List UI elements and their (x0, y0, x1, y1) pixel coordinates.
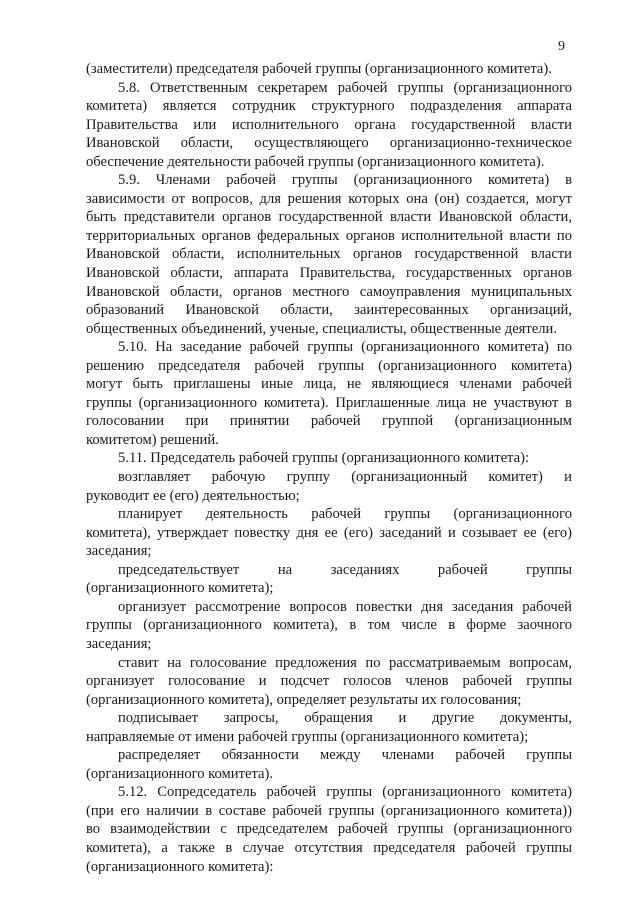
text-line: (организационного комитета): (86, 858, 274, 875)
text-line: быть представители органов государственной власти Ивановской области, (86, 209, 572, 226)
text-line: организует голосование и подсчет голосов членов рабочей группы (86, 673, 572, 690)
text-line: заседания; (86, 543, 152, 560)
page-number: 9 (558, 39, 565, 54)
text-line: зависимости от вопросов, для решения которых она (он) создается, могут (86, 190, 572, 207)
text-line: Ивановской области, исполнительных органов государственной власти (86, 246, 572, 263)
text-line: направляемые от имени рабочей группы (организационного комитета); (86, 728, 529, 745)
text-line: (организационного комитета). (86, 765, 273, 782)
text-line: (организационного комитета), определяет результаты их голосования; (86, 691, 522, 708)
text-line: заседания; (86, 635, 152, 652)
text-line: 5.12. Сопредседатель рабочей группы (организационного комитета) (118, 784, 572, 801)
text-line: Ивановской области, осуществляющего организационно-техническое (86, 135, 572, 152)
text-line: комитета), утверждает повестку дня ее (его) заседаний и созывает ее (его) (86, 524, 572, 541)
text-line: Ивановской области, аппарата Правительства, государственных органов (86, 265, 572, 282)
text-line: организует рассмотрение вопросов повестки дня заседания рабочей (118, 598, 572, 615)
text-line: планирует деятельность рабочей группы (организационного (118, 506, 572, 523)
text-line: подписывает запросы, обращения и другие документы, (118, 710, 572, 727)
text-line: образований Ивановской области, заинтересованных организаций, (86, 302, 572, 319)
text-line: председательствует на заседаниях рабочей группы (118, 561, 572, 578)
text-line: 5.10. На заседание рабочей группы (организационного комитета) по (118, 339, 572, 356)
text-line: 5.8. Ответственным секретарем рабочей группы (организационного (118, 79, 572, 96)
text-line: Правительства или исполнительного органа государственной власти (86, 116, 572, 133)
text-line: могут быть приглашены иные лица, не являющиеся членами рабочей (86, 376, 572, 393)
text-line: во взаимодействии с председателем рабочей группы (организационного (86, 821, 572, 838)
text-line: голосовании при принятии рабочей группой (организационным (86, 413, 572, 430)
text-line: ставит на голосование предложения по рассматриваемым вопросам, (118, 654, 572, 671)
text-line: возглавляет рабочую группу (организационный комитет) и (118, 469, 572, 486)
text-line: комитетом) решений. (86, 431, 219, 448)
text-line: 5.9. Членами рабочей группы (организационного комитета) в (118, 172, 572, 189)
document-body (86, 60, 572, 876)
text-line: (при его наличии в составе рабочей группы (организационного комитета)) (86, 802, 572, 819)
text-line: комитета), а также в случае отсутствия председателя рабочей группы (86, 839, 572, 856)
text-line: группы (организационного комитета), в том числе в форме заочного (86, 617, 572, 634)
text-line: обеспечение деятельности рабочей группы (организационного комитета). (86, 153, 545, 170)
text-line: решению председателя рабочей группы (организационного комитета) (86, 357, 572, 374)
text-line: группы (организационного комитета). Приглашенные лица не участвуют в (86, 394, 572, 411)
text-line: 5.11. Председатель рабочей группы (организационного комитета): (118, 450, 529, 467)
text-line: (заместители) председателя рабочей группы (организационного комитета). (86, 61, 552, 77)
text-line: комитета) является сотрудник структурного подразделения аппарата (86, 98, 572, 115)
text-line: распределяет обязанности между членами рабочей группы (118, 747, 572, 764)
text-line: общественных объединений, ученые, специалисты, общественные деятели. (86, 320, 557, 337)
text-line: (организационного комитета); (86, 580, 274, 597)
text-line: руководит ее (его) деятельностью; (86, 487, 300, 504)
text-line: территориальных органов федеральных органов исполнительной власти по (86, 227, 572, 244)
text-line: Ивановской области, органов местного самоуправления муниципальных (86, 283, 572, 300)
